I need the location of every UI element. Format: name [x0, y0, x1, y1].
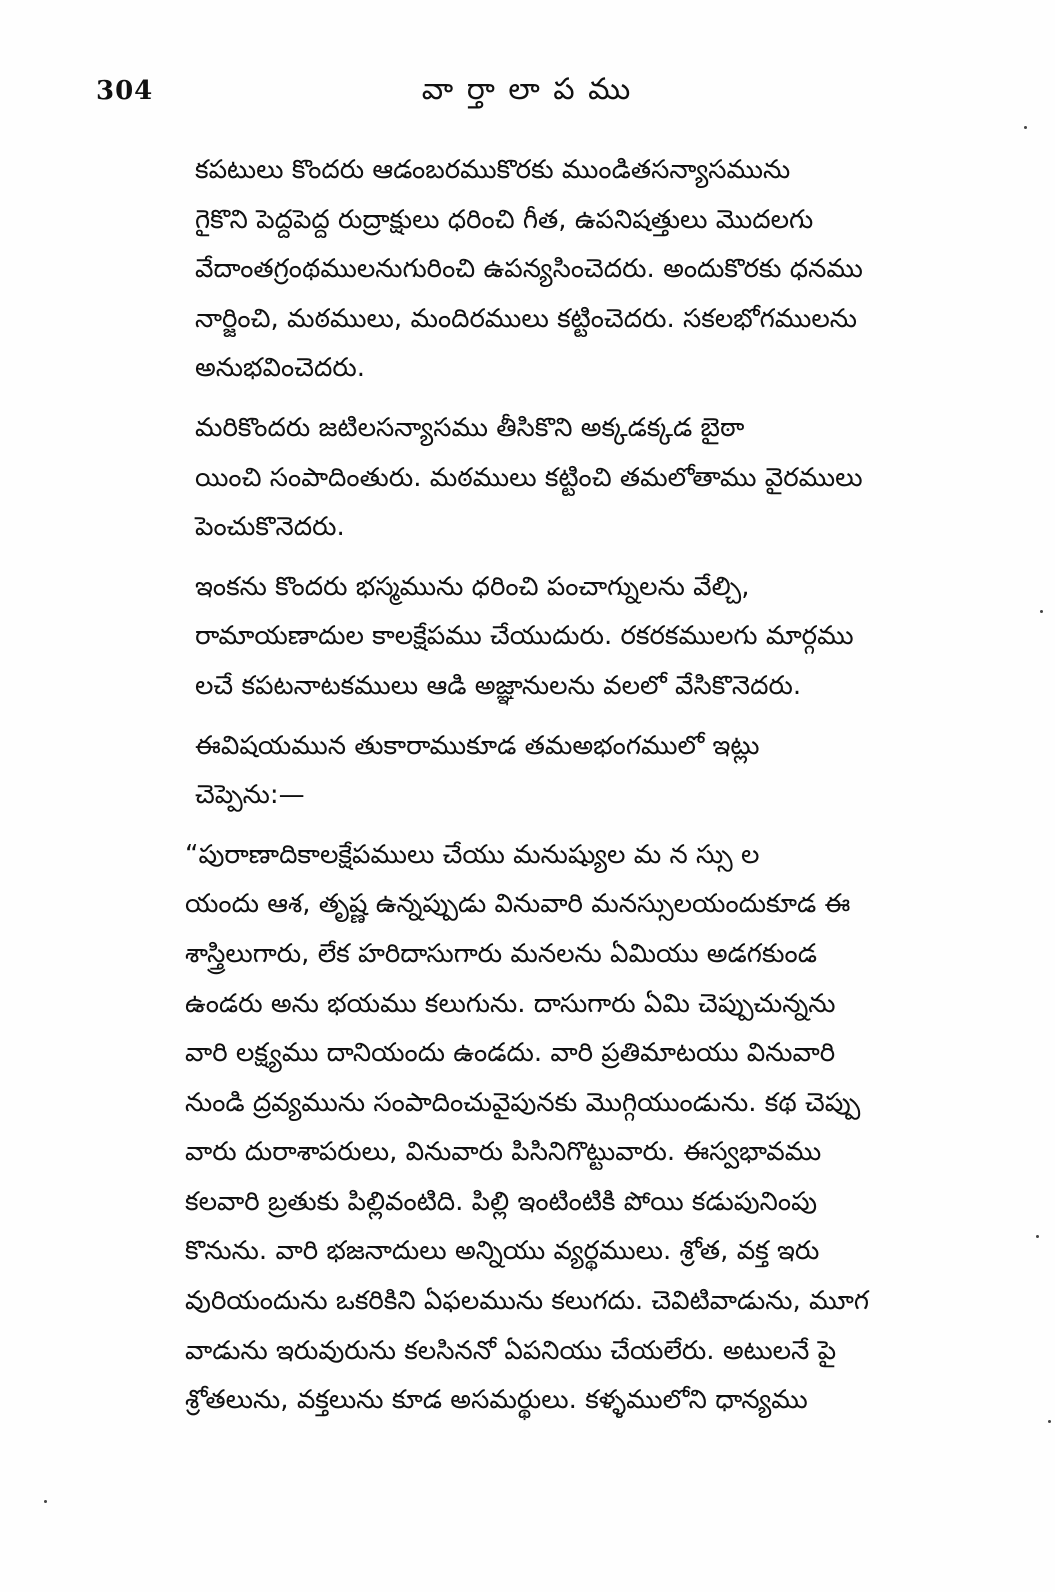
scan-speck: [1048, 1420, 1051, 1423]
page-body: [103, 146, 931, 1426]
text-line: ఇంకను కొందరు భస్మమును ధరించి పంచాగ్నులను వేల్చి,: [195, 571, 750, 602]
page-header: [96, 70, 946, 120]
text-line: నార్జించి, మఠములు, మందిరములు కట్టించెదరు. సకలభోగములను: [195, 303, 858, 334]
text-line: కొనును. వారి భజనాదులు అన్నియు వ్యర్థములు. శ్రోత, వక్త ఇరు: [185, 1236, 820, 1267]
page-number: 304: [96, 76, 154, 106]
text-line: శ్రోతలును, వక్తలును కూడ అసమర్థులు. కళ్ళములోని ధాన్యము: [185, 1385, 808, 1416]
scan-speck: [1040, 610, 1043, 613]
paragraph-3: [103, 563, 931, 712]
text-line: వారి లక్ష్యము దానియందు ఉండదు. వారి ప్రతిమాటయు వినువారి: [185, 1038, 836, 1069]
paragraph-4: [103, 722, 931, 821]
text-line: ఉండరు అను భయము కలుగును. దాసుగారు ఏమి చెప్పుచున్నను: [185, 988, 836, 1019]
text-line: కలవారి బ్రతుకు పిల్లివంటిది. పిల్లి ఇంటింటికి పోయి కడుపునింపు: [185, 1186, 818, 1217]
scan-speck: [44, 1500, 47, 1503]
text-line: నుండి ద్రవ్యమును సంపాదించువైపునకు మొగ్గియుండును. కథ చెప్పు: [185, 1087, 861, 1118]
scan-speck: [1036, 1235, 1039, 1238]
text-line: లచే కపటనాటకములు ఆడి అజ్ఞానులను వలలో వేసికొనెదరు.: [195, 670, 802, 701]
scan-speck: [1024, 126, 1027, 129]
text-line: రామాయణాదుల కాలక్షేపము చేయుదురు. రకరకములగు మార్గము: [195, 621, 854, 652]
text-line: వురియందును ఒకరికిని ఏఫలమును కలుగదు. చెవిటివాడును, మూగ: [185, 1286, 870, 1317]
text-line: గైకొని పెద్దపెద్ద రుద్రాక్షులు ధరించి గీత, ఉపనిషత్తులు మొదలగు: [195, 204, 814, 235]
text-line: మరికొందరు జటిలసన్యాసము తీసికొని అక్కడక్కడ బైఠా: [195, 412, 745, 443]
text-line: పెంచుకొనెదరు.: [195, 512, 345, 543]
text-line: వేదాంతగ్రంథములనుగురించి ఉపన్యసించెదరు. అందుకొరకు ధనము: [195, 254, 863, 285]
paragraph-2: [103, 404, 931, 553]
text-line: శాస్త్రిలుగారు, లేక హరిదాసుగారు మనలను ఏమియు అడగకుండ: [185, 938, 817, 969]
text-line: “పురాణాదికాలక్షేపములు చేయు మనుష్యుల మ న స్సు ల: [185, 839, 760, 870]
running-title: వా ర్తా లా ప ము: [421, 72, 631, 107]
text-line: కపటులు కొందరు ఆడంబరముకొరకు ముండితసన్యాసమును: [195, 155, 791, 185]
text-line: ఈవిషయమున తుకారాముకూడ తమఅభంగములో ఇట్లు: [195, 730, 760, 761]
paragraph-5-quote: [103, 831, 931, 1426]
text-line: చెప్పెను:—: [195, 780, 305, 811]
text-line: యించి సంపాదింతురు. మఠములు కట్టించి తమలోతాము వైరములు: [195, 462, 863, 493]
text-line: అనుభవించెదరు.: [195, 353, 366, 384]
text-line: యందు ఆశ, తృష్ణ ఉన్నప్పుడు వినువారి మనస్సులయందుకూడ ఈ: [185, 889, 851, 920]
paragraph-1: [103, 146, 931, 394]
text-line: వారు దురాశాపరులు, వినువారు పిసినిగొట్టువారు. ఈస్వభావము: [185, 1137, 822, 1168]
text-line: వాడును ఇరువురును కలసిననో ఏపనియు చేయలేరు. అటులనే పై: [185, 1335, 837, 1366]
